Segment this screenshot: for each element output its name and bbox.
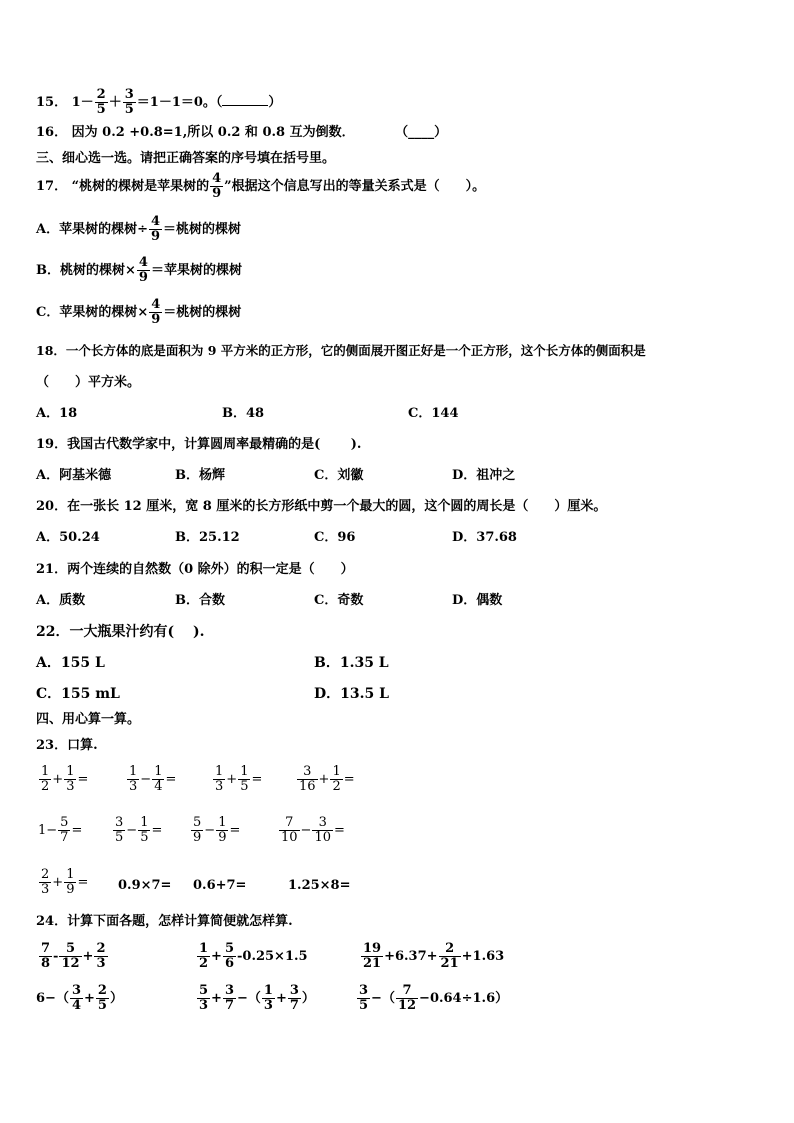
question-18-line2: （ ）平方米。 [36,375,141,390]
option-a[interactable]: A．阿基米德 [36,468,112,483]
math-text: - [53,949,59,964]
numerator: 3 [289,983,299,998]
numerator: 3 [115,815,124,830]
option-text: B．桃树的棵树× [36,263,136,278]
option-a[interactable] [36,215,241,244]
question-23: 23．口算. [36,738,98,753]
option-text-tail: ＝苹果树的棵树 [150,263,242,278]
calc-expression [38,942,109,971]
fraction [297,765,318,794]
math-text: − [140,772,152,787]
option-c[interactable]: C．刘徽 [314,468,364,483]
question-17 [36,172,485,201]
fraction [223,984,236,1013]
denominator: 3 [96,956,106,971]
fraction [216,816,228,845]
calc-expression [36,984,123,1013]
math-text: + [275,991,287,1006]
denominator: 10 [281,830,298,845]
math-text: ） [301,991,315,1006]
denominator: 9 [212,186,222,201]
numerator: 5 [193,815,202,830]
answer-blank[interactable] [222,93,268,106]
denominator: 7 [289,998,299,1013]
question-20: 20．在一张长 12 厘米，宽 8 厘米的长方形纸中剪一个最大的圆，这个圆的周长是（ ）厘米。 [36,499,607,514]
math-text: + [211,991,222,1006]
denominator: 21 [363,956,382,971]
fraction [279,816,300,845]
numerator: 3 [71,983,81,998]
calc-expression [196,942,308,971]
option-c[interactable]: C．奇数 [314,593,364,608]
fraction [149,215,162,244]
numerator: 1 [41,764,50,779]
question-18: 18．一个长方体的底是面积为 9 平方米的正方形，它的侧面展开图正好是一个正方形，这个长方体的侧面积是 [36,343,646,358]
denominator: 16 [299,779,316,794]
option-c[interactable]: C．96 [314,530,356,545]
fraction [39,942,52,971]
option-b[interactable] [36,256,242,285]
math-text: ） [109,991,123,1006]
denominator: 5 [359,998,369,1013]
mental-math-item [38,868,88,897]
option-a[interactable]: A．质数 [36,593,86,608]
fraction [210,172,223,201]
numerator: 3 [124,87,134,102]
question-15 [36,88,281,117]
denominator: 21 [440,956,459,971]
option-text: C．苹果树的棵树× [36,305,149,320]
numerator: 1 [66,867,75,882]
math-text: = [77,772,89,787]
numerator: 1 [129,764,138,779]
denominator: 9 [218,830,227,845]
option-text-tail: ＝桃树的棵树 [163,305,242,320]
fraction [94,942,107,971]
denominator: 9 [150,229,161,244]
denominator: 12 [397,998,417,1013]
math-text: −（ [237,991,261,1006]
denominator: 3 [129,779,138,794]
fraction [127,765,139,794]
denominator: 9 [193,830,202,845]
denominator: 3 [199,998,209,1013]
fraction [357,984,370,1013]
denominator: 10 [314,830,331,845]
option-c[interactable]: C．155 mL [36,686,120,702]
fraction [223,942,236,971]
math-text: + [84,991,95,1006]
fraction [439,942,461,971]
mental-math-item [38,816,82,845]
numerator: 7 [396,984,418,999]
fraction [197,942,210,971]
mental-math-item [190,816,240,845]
fraction [191,816,203,845]
numerator: 1 [140,815,149,830]
math-text: = [334,823,345,838]
math-text: 6−（ [36,991,69,1006]
section-heading-3: 三、细心选一选。请把正确答案的序号填在括号里。 [36,151,336,166]
numerator: 5 [199,983,209,998]
mental-math-item [38,765,88,794]
math-text: + [52,772,64,787]
question-text-tail: ”根据这个信息写出的等量关系式是（ ）。 [224,179,486,194]
numerator: 3 [359,983,369,998]
mental-math-item [296,765,355,794]
denominator: 5 [97,998,107,1013]
math-text: + [82,949,94,964]
math-text: + [226,772,238,787]
calc-expression [356,984,508,1013]
operator: ＋ [108,95,122,110]
denominator: 9 [151,312,161,327]
option-a[interactable]: A．155 L [36,655,105,671]
option-c[interactable] [36,298,241,327]
question-16 [36,125,447,141]
numerator: 1 [218,815,227,830]
answer-blank[interactable]: （____） [395,125,448,140]
fraction [39,868,51,897]
math-text: = [251,772,263,787]
close-paren: ） [268,95,282,110]
mental-math-item [212,765,262,794]
math-text: + [52,875,64,890]
question-number: 15． [36,95,68,110]
fraction [58,816,70,845]
mental-math-item [112,816,162,845]
fraction [70,984,83,1013]
question-24: 24．计算下面各题，怎样计算简便就怎样算. [36,914,293,929]
question-19: 19．我国古代数学家中，计算圆周率最精确的是( ). [36,437,362,452]
denominator: 2 [332,779,341,794]
math-text: − [204,823,216,838]
fraction [59,942,81,971]
denominator: 5 [140,830,149,845]
fraction [396,984,418,1013]
fraction [137,256,150,285]
mental-math-item [278,816,345,845]
numerator: 2 [439,942,461,957]
math-text: = [343,772,355,787]
numerator: 7 [279,816,300,831]
numerator: 3 [297,765,318,780]
fraction [197,984,210,1013]
numerator: 7 [41,941,51,956]
math-text: = [151,823,163,838]
fraction [361,942,383,971]
option-d[interactable]: D．祖冲之 [452,468,516,483]
numerator: 1 [332,764,341,779]
mental-math-item: 1.25×8= [288,878,351,893]
math-text: = [165,772,177,787]
fraction [312,816,333,845]
option-b[interactable]: B．48 [222,406,265,421]
denominator: 5 [124,102,134,117]
numerator: 1 [263,983,273,998]
option-a[interactable]: A．18 [36,406,78,421]
denominator: 5 [240,779,249,794]
denominator: 4 [154,779,163,794]
denominator: 3 [215,779,224,794]
numerator: 2 [96,941,106,956]
denominator: 12 [61,956,80,971]
fraction [95,88,108,117]
denominator: 2 [199,956,209,971]
math-text: +6.37+ [384,949,438,964]
denominator: 4 [71,998,81,1013]
math-text: − [300,823,312,838]
question-text: 17． “桃树的棵树是苹果树的 [36,179,210,194]
math-text: −（ [371,991,395,1006]
numerator: 4 [150,214,161,229]
fraction [123,88,136,117]
calc-expression [196,984,315,1013]
numerator: 4 [151,297,161,312]
fraction [238,765,250,794]
option-c[interactable]: C．144 [408,406,459,421]
math-text: + [318,772,330,787]
math-text: + [211,949,222,964]
option-a[interactable]: A．50.24 [36,530,100,545]
denominator: 9 [66,882,75,897]
denominator: 9 [138,270,148,285]
fraction [138,816,150,845]
fraction [113,816,125,845]
math-text: − [126,823,138,838]
option-b[interactable]: B．合数 [175,593,225,608]
numerator: 4 [212,171,222,186]
question-text: 16． 因为 0.2 +0.8=1,所以 0.2 和 0.8 互为倒数． [36,125,355,140]
numerator: 1 [66,764,75,779]
numerator: 2 [97,983,107,998]
option-text-tail: ＝桃树的棵树 [163,222,242,237]
fraction [152,765,164,794]
numerator: 5 [224,941,234,956]
fraction [288,984,301,1013]
numerator: 4 [138,255,148,270]
math-text: -0.25×1.5 [237,949,308,964]
numerator: 2 [96,87,106,102]
numerator: 1 [154,764,163,779]
numerator: 3 [224,983,234,998]
numerator: 1 [215,764,224,779]
equation-text: ＝1－1＝0。（ [136,95,223,110]
term-text: 1－ [71,95,94,110]
question-21: 21．两个连续的自然数（0 除外）的积一定是（ ） [36,562,354,577]
numerator: 5 [60,815,69,830]
numerator: 3 [312,816,333,831]
fraction [330,765,342,794]
calc-expression [360,942,504,971]
fraction [213,765,225,794]
option-d[interactable]: D．13.5 L [314,686,389,702]
option-b[interactable]: B．杨辉 [175,468,225,483]
section-heading-4: 四、用心算一算。 [36,712,141,727]
denominator: 5 [115,830,124,845]
math-text: 1− [38,823,58,838]
question-22: 22．一大瓶果汁约有( ). [36,624,205,640]
option-d[interactable]: D．37.68 [452,530,517,545]
denominator: 5 [96,102,106,117]
denominator: 3 [66,779,75,794]
denominator: 3 [41,882,50,897]
mental-math-item [126,765,176,794]
option-text: A．苹果树的棵树÷ [36,222,148,237]
fraction [149,298,162,327]
numerator: 1 [199,941,209,956]
denominator: 7 [224,998,234,1013]
fraction [262,984,275,1013]
fraction [64,765,76,794]
fraction [39,765,51,794]
mental-math-item: 0.9×7= [118,878,172,893]
denominator: 2 [41,779,50,794]
denominator: 7 [60,830,69,845]
math-text: = [229,823,241,838]
math-text: = [77,875,89,890]
denominator: 6 [224,956,234,971]
math-text: +1.63 [461,949,505,964]
option-b[interactable]: B．25.12 [175,530,240,545]
option-d[interactable]: D．偶数 [452,593,503,608]
numerator: 2 [41,867,50,882]
fraction [96,984,109,1013]
numerator: 1 [240,764,249,779]
denominator: 3 [263,998,273,1013]
numerator: 5 [59,942,81,957]
numerator: 19 [363,941,382,956]
denominator: 8 [41,956,51,971]
fraction [64,868,76,897]
option-b[interactable]: B．1.35 L [314,655,389,671]
math-text: −0.64÷1.6） [419,991,509,1006]
mental-math-item: 0.6+7= [193,878,247,893]
math-text: = [71,823,83,838]
